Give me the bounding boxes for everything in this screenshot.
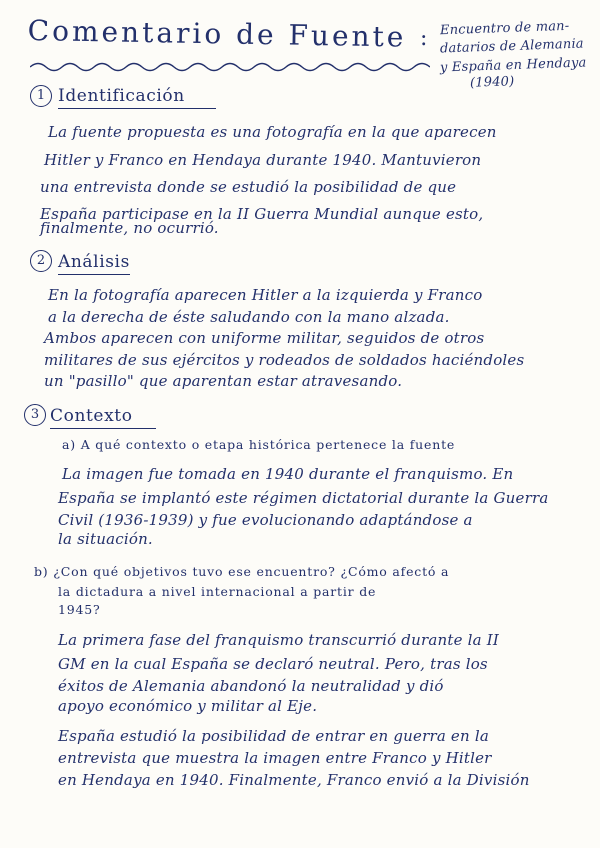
text-line: La primera fase del franquismo transcurrió durante la II <box>58 631 499 649</box>
section-heading-contexto: Contexto <box>50 406 133 426</box>
subtitle-line: (1940) <box>469 74 515 91</box>
section-number-2: 2 <box>30 250 52 272</box>
subtitle-line: datarios de Alemania <box>439 36 585 57</box>
question-a-heading: a) A qué contexto o etapa histórica pertenece la fuente <box>62 437 456 452</box>
text-line: entrevista que muestra la imagen entre Franco y Hitler <box>58 749 492 767</box>
title-colon: : <box>420 26 428 51</box>
section-number-1: 1 <box>30 85 52 107</box>
text-line: a la derecha de éste saludando con la mano alzada. <box>48 308 450 326</box>
text-line: la situación. <box>58 530 153 548</box>
section-heading-analisis: Análisis <box>58 252 130 272</box>
text-line: En la fotografía aparecen Hitler a la izquierda y Franco <box>48 286 483 304</box>
text-line: militares de sus ejércitos y rodeados de soldados haciéndoles <box>44 351 525 369</box>
text-line: Ambos aparecen con uniforme militar, seguidos de otros <box>44 329 485 347</box>
text-line: España estudió la posibilidad de entrar en guerra en la <box>58 727 489 745</box>
section-number-3: 3 <box>24 404 46 426</box>
text-line: España participase en la II Guerra Mundial aunque esto, <box>40 205 484 223</box>
question-b-heading: 1945? <box>58 602 101 617</box>
text-line: España se implantó este régimen dictatorial durante la Guerra <box>58 489 549 507</box>
text-line: finalmente, no ocurrió. <box>40 219 219 237</box>
text-line: GM en la cual España se declaró neutral. Pero, tras los <box>58 655 488 673</box>
text-line: La imagen fue tomada en 1940 durante el franquismo. En <box>62 465 514 483</box>
title-wavy-underline-icon <box>30 60 430 74</box>
page-title: Comentario de Fuente <box>27 14 407 54</box>
text-line: La fuente propuesta es una fotografía en la que aparecen <box>48 123 497 141</box>
question-b-heading: la dictadura a nivel internacional a partir de <box>58 584 377 599</box>
section-heading-identificacion: Identificación <box>58 86 185 106</box>
text-line: apoyo económico y militar al Eje. <box>58 697 318 715</box>
text-line: Civil (1936-1939) y fue evolucionando adaptándose a <box>58 511 473 529</box>
subtitle-line: Encuentro de man- <box>439 18 570 39</box>
section-underline <box>58 108 216 109</box>
text-line: una entrevista donde se estudió la posibilidad de que <box>40 178 457 196</box>
question-b-heading: b) ¿Con qué objetivos tuvo ese encuentro? ¿Cómo afectó a <box>34 564 450 579</box>
text-line: Hitler y Franco en Hendaya durante 1940. Mantuvieron <box>44 151 482 169</box>
text-line: en Hendaya en 1940. Finalmente, Franco envió a la División <box>58 771 530 789</box>
section-underline <box>58 274 130 275</box>
section-underline <box>50 428 156 429</box>
text-line: un "pasillo" que aparentan estar atravesando. <box>44 372 403 390</box>
subtitle-line: y España en Hendaya <box>439 55 587 76</box>
text-line: éxitos de Alemania abandonó la neutralidad y dió <box>58 677 444 695</box>
